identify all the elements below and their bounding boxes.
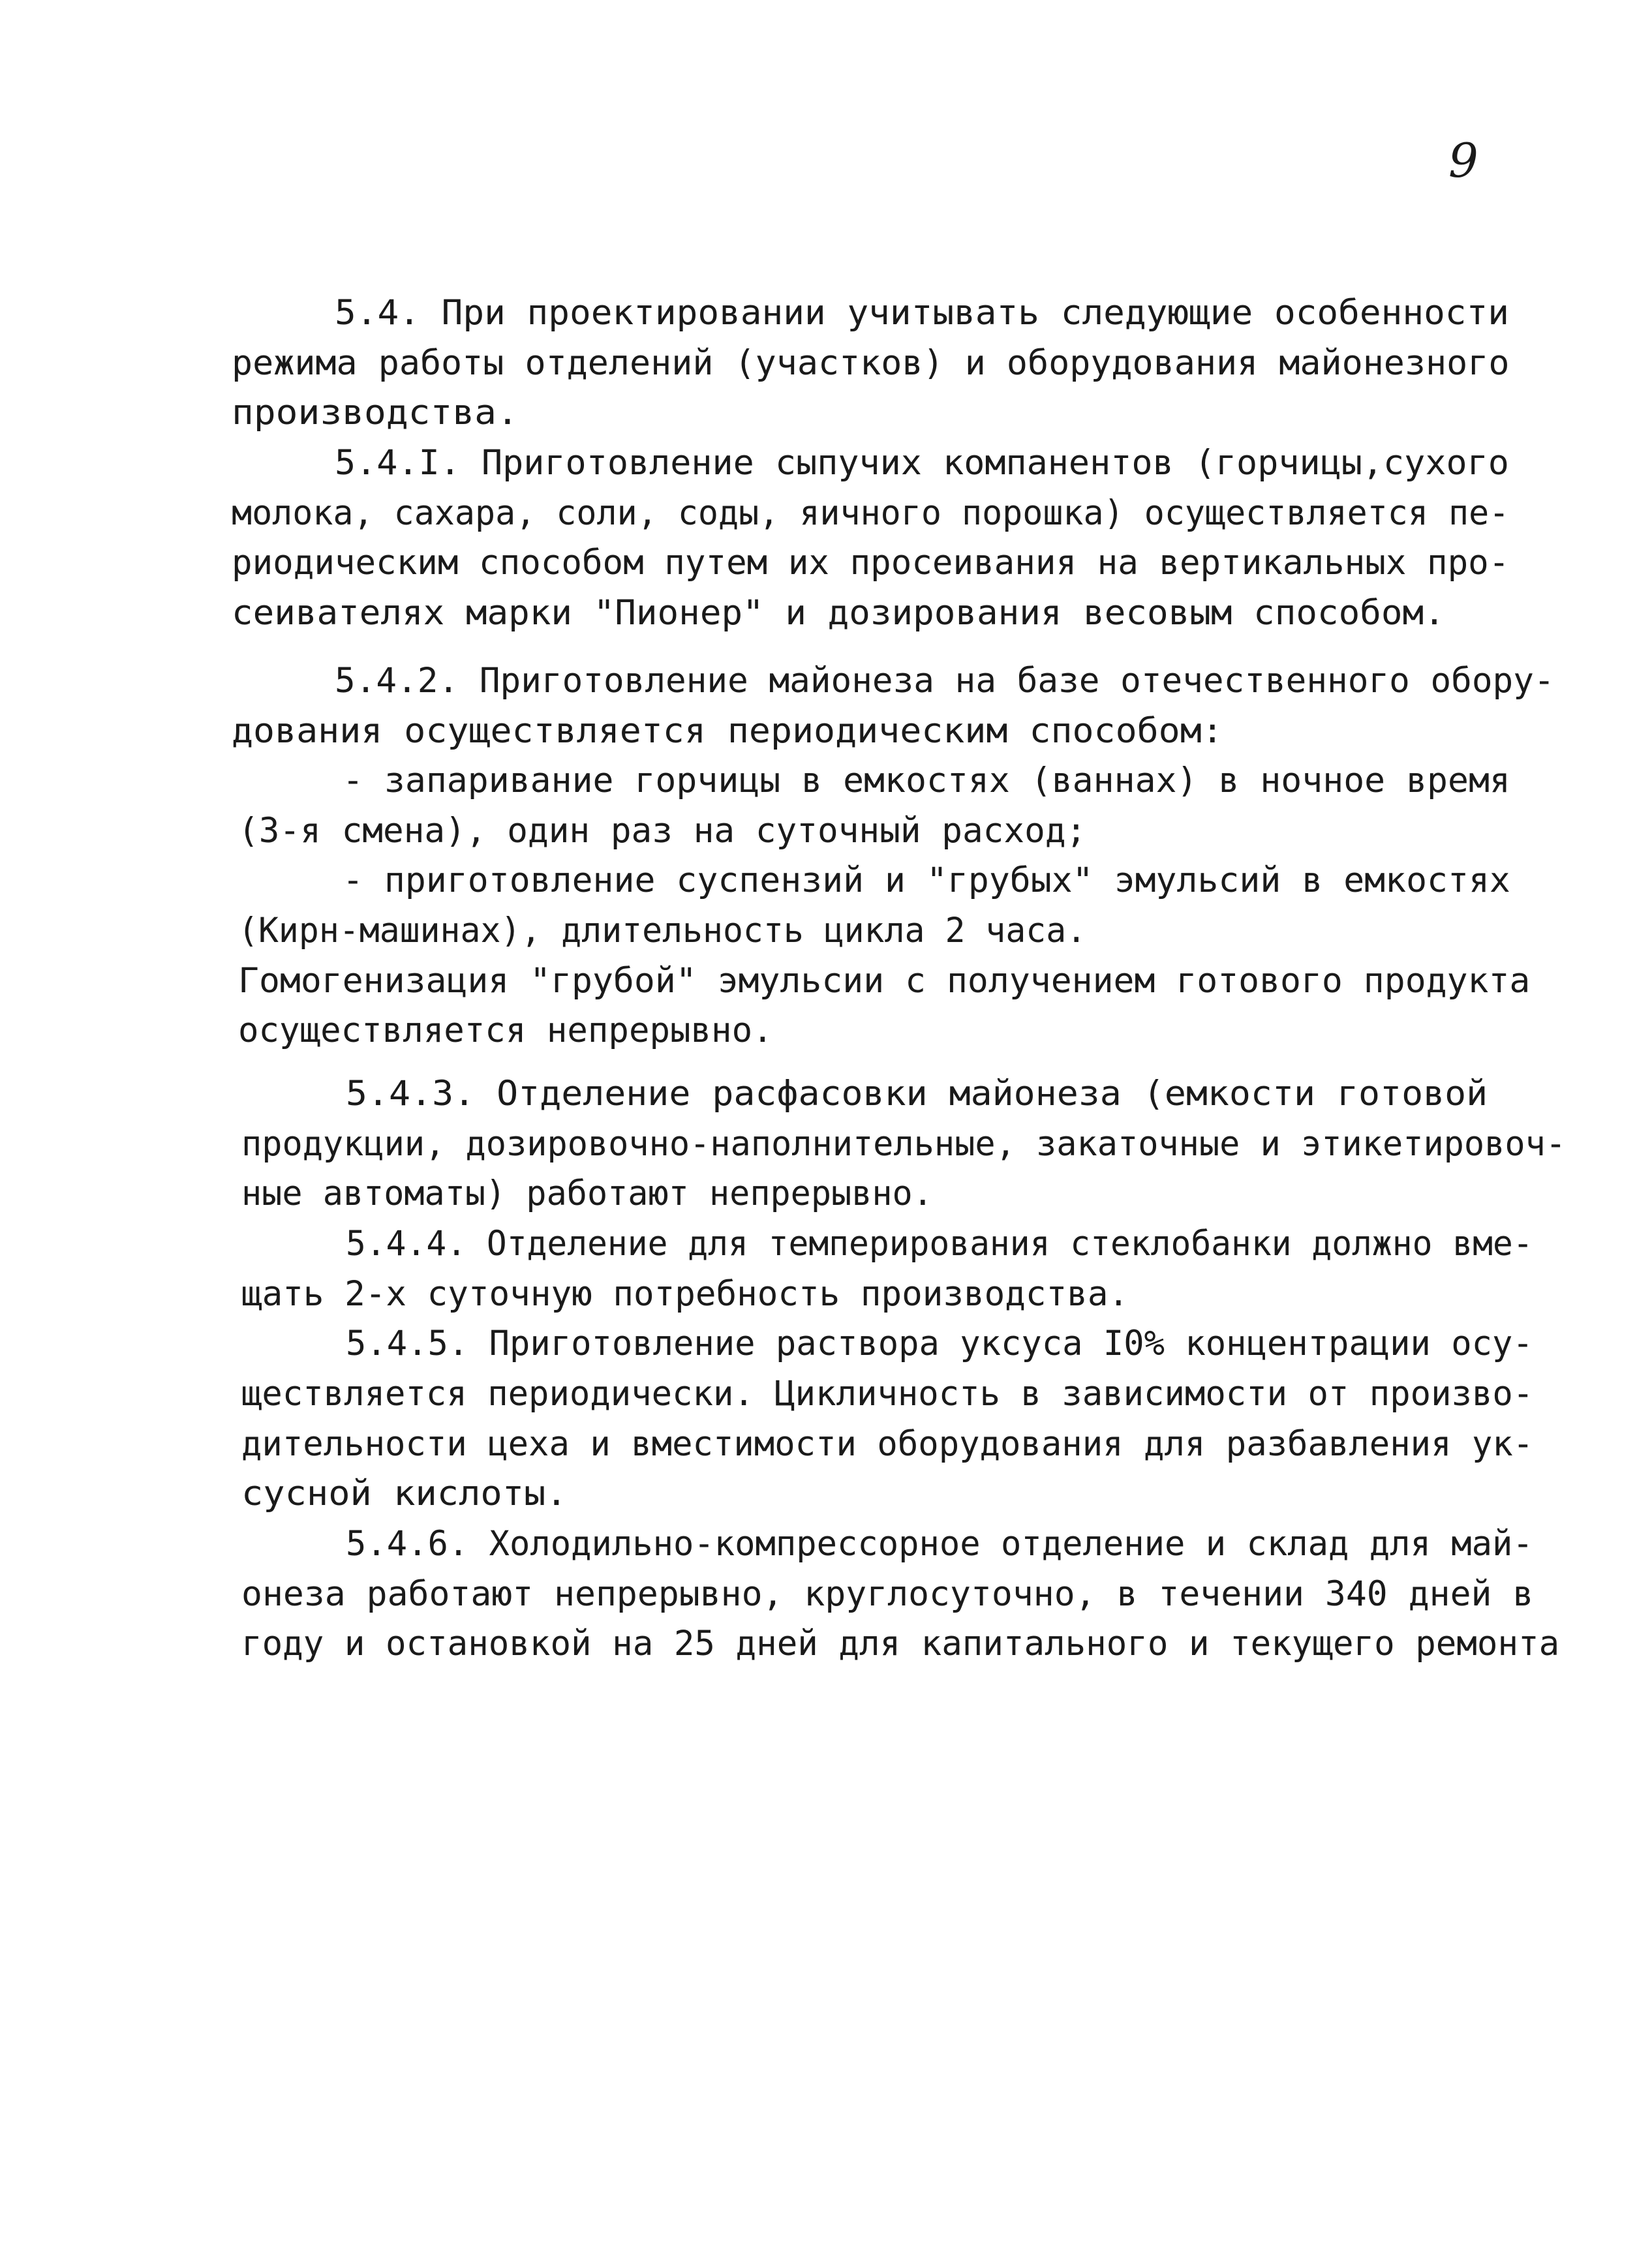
text-line: производства. [232,393,519,433]
text-line: осуществляется непрерывно. [238,1011,773,1050]
text-line: - приготовление суспензий и "грубых" эмульсий в емкостях [343,860,1510,900]
text-line: 5.4. При проектировании учитывать следующие особенности [335,293,1509,333]
text-line: 5.4.5. Приготовление раствора уксуса I0% концентрации осу- [346,1324,1533,1363]
text-line: онеза работают непрерывно, круглосуточно, в течении 340 дней в [241,1574,1534,1614]
text-line: сеивателях марки "Пионер" и дозирования весовым способом. [232,593,1445,633]
text-line: Гомогенизация "грубой" эмульсии с получением готового продукта [238,961,1531,1001]
text-line: 5.4.I. Приготовление сыпучих компанентов (горчицы,сухого [335,443,1509,483]
text-line: - запаривание горчицы в емкостях (ваннах) в ночное время [343,761,1510,800]
text-line: ществляется периодически. Цикличность в зависимости от произво- [241,1374,1534,1414]
text-line: дования осуществляется периодическим способом: [232,711,1223,751]
text-line: риодическим способом путем их просеивания на вертикальных про- [232,543,1510,583]
text-line: 5.4.2. Приготовление майонеза на базе отечественного обору- [335,661,1555,701]
text-line: 5.4.4. Отделение для темперирования стеклобанки должно вме- [346,1224,1533,1264]
page-number: 9 [1448,133,1478,188]
text-line: ные автоматы) работают непрерывно. [241,1174,933,1213]
text-line: молока, сахара, соли, соды, яичного порошка) осуществляется пе- [232,493,1510,533]
text-line: дительности цеха и вместимости оборудования для разбавления ук- [241,1424,1534,1464]
text-line: режима работы отделений (участков) и оборудования майонезного [232,343,1510,383]
text-line: году и остановкой на 25 дней для капитального и текущего ремонта [241,1624,1560,1664]
text-line: сусной кислоты. [241,1474,568,1513]
text-line: 5.4.6. Холодильно-компрессорное отделение и склад для май- [346,1524,1533,1564]
text-line: продукции, дозировочно-наполнительные, закаточные и этикетировоч- [241,1124,1567,1164]
text-line: 5.4.3. Отделение расфасовки майонеза (емкости готовой [346,1074,1488,1114]
text-line: щать 2-х суточную потребность производства. [241,1274,1129,1314]
text-line: (3-я смена), один раз на суточный расход; [238,811,1087,851]
text-line: (Кирн-машинах), длительность цикла 2 часа. [238,911,1087,950]
